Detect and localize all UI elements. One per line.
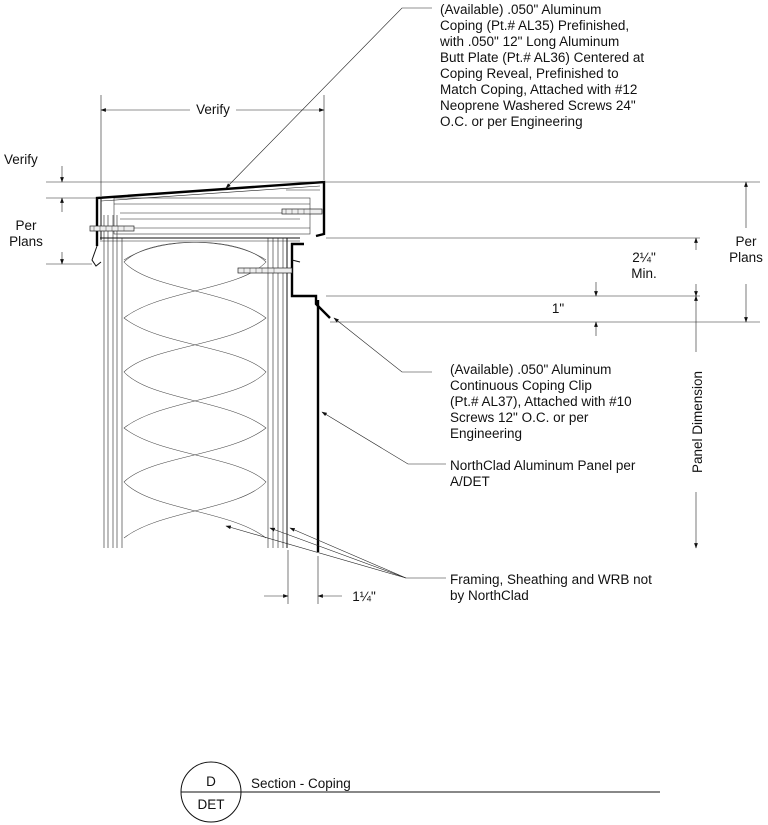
clip-callout-line-5: Engineering <box>450 426 523 441</box>
panel-callout-line-2: A/DET <box>450 474 490 489</box>
left-plans-label: Plans <box>9 234 43 249</box>
min-label: Min. <box>631 266 657 281</box>
one-inch-label: 1" <box>551 301 565 316</box>
coping-callout-line-6: Match Coping, Attached with #12 <box>440 82 638 97</box>
leader-lines <box>226 8 446 578</box>
dimension-labels <box>4 102 763 604</box>
min-depth-label: 2¼" <box>632 250 656 265</box>
left-per-label: Per <box>15 218 37 233</box>
coping-callout-line-1: (Available) .050" Aluminum <box>440 2 602 17</box>
right-per-label: Per <box>735 234 757 249</box>
framing-callout <box>450 572 652 603</box>
wall-framing <box>100 198 310 548</box>
clip-callout <box>450 362 632 441</box>
coping-callout-line-8: O.C. or per Engineering <box>440 114 583 129</box>
clip-callout-line-3: (Pt.# AL37), Attached with #10 <box>450 394 632 409</box>
dimension-lines <box>46 95 760 604</box>
panel-dimension-label: Panel Dimension <box>690 370 705 474</box>
coping-callout-line-5: Coping Reveal, Prefinished to <box>440 66 619 81</box>
clip-callout-line-2: Continuous Coping Clip <box>450 378 592 393</box>
coping-callout-line-2: Coping (Pt.# AL35) Prefinished, <box>440 18 630 33</box>
clip-callout-line-1: (Available) .050" Aluminum <box>450 362 612 377</box>
right-plans-label: Plans <box>729 250 763 265</box>
left-verify-label: Verify <box>4 152 38 167</box>
coping-clip <box>238 244 330 318</box>
detail-sheet: DET <box>197 797 225 812</box>
panel-callout-line-1: NorthClad Aluminum Panel per <box>450 458 636 473</box>
coping-cap <box>90 182 324 266</box>
detail-letter: D <box>206 774 216 789</box>
coping-callout-line-7: Neoprene Washered Screws 24" <box>440 98 636 113</box>
coping-callout-line-3: with .050" 12" Long Aluminum <box>440 34 620 49</box>
panel-callout <box>450 458 636 489</box>
title-block <box>181 762 660 822</box>
coping-callout-line-4: Butt Plate (Pt.# AL36) Centered at <box>440 50 645 65</box>
clip-callout-line-4: Screws 12" O.C. or per <box>450 410 589 425</box>
detail-title: Section - Coping <box>251 776 351 791</box>
coping-callout <box>439 2 644 129</box>
bottom-gap-label: 1¼" <box>352 589 376 604</box>
top-verify-label: Verify <box>196 102 230 117</box>
framing-callout-line-1: Framing, Sheathing and WRB not <box>450 572 652 587</box>
framing-callout-line-2: by NorthClad <box>450 588 529 603</box>
